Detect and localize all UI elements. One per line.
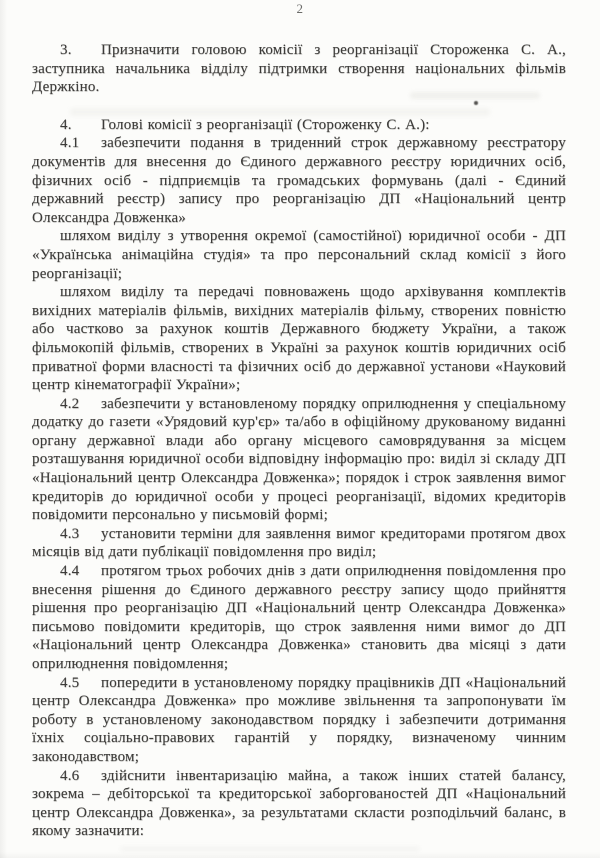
paragraph-item-3 [32,41,566,97]
paragraph-item-4-4 [32,562,566,674]
paragraph-number: 4.2 [60,395,80,412]
scan-edge-shadow-left [0,0,7,858]
paragraph-text: шляхом виділу з утворення окремої (самостійної) юридичної особи - ДП «Українська анімаційна студія» та про персональний склад комісії з його реорганізації; [32,228,566,282]
paragraph-number: 4. [60,116,72,133]
paragraph-item-4-6 [32,767,566,841]
paragraph-item-4-5 [32,674,566,767]
paragraph-number: 3. [60,42,72,58]
paragraph-number: 4.4 [60,563,80,580]
paragraph-item-4 [32,116,566,135]
paragraph-number: 4.3 [60,525,80,542]
paragraph-text: попередити в установленому порядку працівників ДП «Національний центр Олександра Довженка» про можливе звільнення та запропонувати їм роботу в установленому законодавством порядку і забезпечити дотримання їхніх соціально-правових гарантій у порядку, визначеному чинним законодавством; [32,674,566,765]
paragraph-text: установити терміни для заявлення вимог кредиторами протягом двох місяців від дати публікації повідомлення про виділ; [32,525,566,561]
paragraph-number: 4.1 [60,135,80,152]
paragraph-number: 4.6 [60,767,80,784]
page-number: 2 [296,1,304,16]
paragraph-item-4-3 [32,525,566,562]
paragraph-text: протягом трьох робочих днів з дати оприлюднення повідомлення про внесення рішення до Єдиного державного реєстру запису щодо прийняття рішення про реорганізацію ДП «Національний центр Олександра Довженка» письмово повідомити кредиторів, що строк заявлення ними вимог до ДП «Національний центр Олександра Довженка» становить два місяці з дати оприлюднення повідомлення; [32,563,566,672]
paragraph-text: Голові комісії з реорганізації (Стороженку С. А.): [101,116,430,133]
paragraph-text: здійснити інвентаризацію майна, а також інших статей балансу, зокрема – дебіторської та кредиторської заборгованостей ДП «Національний центр Олександра Довженка», за результатами скласти розподільчий баланс, в якому зазначити: [32,767,566,840]
scan-edge-shadow-bottom [0,852,600,858]
paragraph-text: Призначити головою комісії з реорганізації Стороженка С. А., заступника начальника відділу підтримки створення національних фільмів Держкіно. [32,42,566,96]
paragraph-text: забезпечити подання в триденний строк державному реєстратору документів для внесення до Єдиного державного реєстру юридичних осіб, фізичних осіб - підприємців та громадських формувань (далі - Єдиний державний реєстр) запису про реорганізацію ДП «Національний центр Олександра Довженка» [32,135,566,226]
paragraph-number: 4.5 [60,674,80,691]
paragraph-text: шляхом виділу та передачі повноважень щодо архівування комплектів вихідних матеріалів фільмів, вихідних матеріалів фільму, створених повністю або частково за рахунок коштів Державного бюджету України, а також фільмокопій фільмів, створених в Україні за рахунок коштів юридичних осіб приватної форми власності та фізичних осіб до державної установи «Науковий центр кінематографії України»; [32,284,566,394]
paragraph-text: забезпечити у встановленому порядку оприлюднення у спеціальному додатку до газети «Урядовий кур'єр» та/або в офіційному друкованому виданні органу державної влади або органу місцевого самоврядування за місцем розташування юридичної особи відповідну інформацію про: виділ зі складу ДП «Національний центр Олександра Довженка»; порядок і строк заявлення вимог кредиторів до юридичної особи у процесі реорганізації, відомих кредиторів повідомити персонально у письмовій формі; [32,395,566,524]
paragraph-item-4-1 [32,134,566,227]
paragraph-item-4-2 [32,395,566,525]
scan-smudge [120,846,420,852]
paragraph-continuation-1 [32,227,566,283]
document-body [32,41,566,841]
paragraph-continuation-2 [32,283,566,395]
